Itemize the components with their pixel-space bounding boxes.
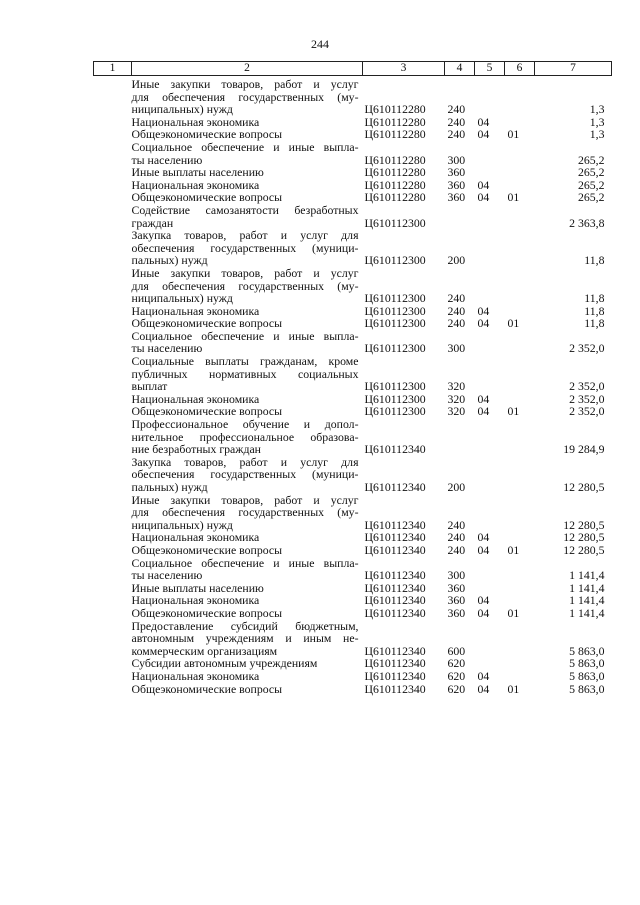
item-name-cell xyxy=(132,76,363,116)
table-row xyxy=(94,76,612,116)
item-name-line: выплат xyxy=(131,379,168,394)
row-number-cell xyxy=(94,657,132,670)
table-row xyxy=(94,355,612,393)
column-header-4: 4 xyxy=(445,62,475,76)
item-name-line: Иные закупки товаров, работ и услуг xyxy=(131,265,359,280)
column-header-6: 6 xyxy=(505,62,535,76)
subsection-cell xyxy=(505,670,535,683)
item-name-line: Национальная экономика xyxy=(131,303,260,318)
item-name-line: Субсидии автономным учреждениям xyxy=(131,656,318,671)
section-cell xyxy=(475,76,505,116)
expense-type-cell: 360 xyxy=(447,177,466,192)
table-row xyxy=(94,267,612,305)
section-cell xyxy=(475,620,505,658)
row-number-cell xyxy=(94,116,132,129)
table-row xyxy=(94,204,612,229)
subsection-cell: 01 xyxy=(507,542,520,557)
item-name-line: ты населению xyxy=(131,568,203,583)
item-name-line: Национальная экономика xyxy=(131,177,260,192)
column-header-1: 1 xyxy=(94,62,132,76)
row-number-cell xyxy=(94,305,132,318)
expense-type-cell xyxy=(445,418,475,456)
target-code-cell: Ц610112340 xyxy=(364,668,426,683)
expense-type-cell: 200 xyxy=(447,253,466,268)
target-code-cell: Ц610112280 xyxy=(364,165,426,180)
amount-cell: 12 280,5 xyxy=(563,517,605,532)
item-name-line: Социальное обеспечение и иные выпла- xyxy=(131,555,359,570)
item-name-line: ты населению xyxy=(131,152,203,167)
subsection-cell xyxy=(505,456,535,494)
target-code-cell: Ц610112300 xyxy=(364,316,426,331)
subsection-cell xyxy=(505,204,535,229)
expense-type-cell: 240 xyxy=(447,102,466,117)
target-code-cell: Ц610112340 xyxy=(364,517,426,532)
item-name-line: Общеэкономические вопросы xyxy=(131,316,283,331)
row-number-cell xyxy=(94,531,132,544)
section-cell: 04 xyxy=(477,127,490,142)
item-name-line: для обеспечения государственных (му- xyxy=(131,278,359,293)
expense-type-cell: 360 xyxy=(447,165,466,180)
expense-type-cell: 240 xyxy=(447,542,466,557)
item-name-line: Социальное обеспечение и иные выпла- xyxy=(131,139,359,154)
table-row xyxy=(94,317,612,330)
item-name-cell xyxy=(132,683,363,696)
item-name-line: для обеспечения государственных (му- xyxy=(131,89,359,104)
item-name-cell xyxy=(132,317,363,330)
row-number-cell xyxy=(94,582,132,595)
section-cell xyxy=(475,229,505,267)
subsection-cell xyxy=(505,582,535,595)
item-name-line: Национальная экономика xyxy=(131,593,260,608)
row-number-cell xyxy=(94,267,132,305)
item-name-cell xyxy=(132,557,363,582)
table-row xyxy=(94,494,612,532)
subsection-cell: 01 xyxy=(507,190,520,205)
item-name-line: Социальное обеспечение и иные выпла- xyxy=(131,328,359,343)
expense-type-cell: 240 xyxy=(447,530,466,545)
amount-cell: 265,2 xyxy=(577,190,605,205)
section-cell xyxy=(475,141,505,166)
subsection-cell xyxy=(505,620,535,658)
subsection-cell xyxy=(505,267,535,305)
item-name-line: Национальная экономика xyxy=(131,114,260,129)
item-name-cell xyxy=(132,355,363,393)
section-cell xyxy=(475,418,505,456)
item-name-line: Иные закупки товаров, работ и услуг xyxy=(131,77,359,91)
target-code-cell: Ц610112340 xyxy=(364,593,426,608)
item-name-line: Национальная экономика xyxy=(131,668,260,683)
expense-type-cell: 360 xyxy=(447,593,466,608)
item-name-cell xyxy=(132,620,363,658)
row-number-cell xyxy=(94,229,132,267)
subsection-cell xyxy=(505,418,535,456)
row-number-cell xyxy=(94,191,132,204)
target-code-cell: Ц610112340 xyxy=(364,656,426,671)
expense-type-cell: 240 xyxy=(447,114,466,129)
target-code-cell: Ц610112340 xyxy=(364,568,426,583)
table-body xyxy=(94,76,612,696)
section-cell: 04 xyxy=(477,177,490,192)
target-code-cell: Ц610112300 xyxy=(364,341,426,356)
item-name-line: для обеспечения государственных (му- xyxy=(131,505,359,520)
expense-type-cell: 240 xyxy=(447,291,466,306)
expense-type-cell: 620 xyxy=(447,681,466,696)
header-row xyxy=(94,62,612,76)
row-number-cell xyxy=(94,544,132,557)
table-row xyxy=(94,456,612,494)
section-cell: 04 xyxy=(477,303,490,318)
amount-cell: 11,8 xyxy=(584,303,605,318)
column-header-2: 2 xyxy=(132,62,363,76)
table-row xyxy=(94,330,612,355)
section-cell xyxy=(475,456,505,494)
target-code-cell: Ц610112280 xyxy=(364,114,426,129)
table-row xyxy=(94,141,612,166)
item-name-line: Закупка товаров, работ и услуг для xyxy=(131,454,359,469)
section-cell: 04 xyxy=(477,316,490,331)
item-name-line: ниципальных) нужд xyxy=(131,102,233,117)
section-cell xyxy=(475,204,505,229)
target-code-cell: Ц610112300 xyxy=(364,379,426,394)
subsection-cell xyxy=(505,557,535,582)
item-name-line: обеспечения государственных (муници- xyxy=(131,467,359,482)
target-code-cell: Ц610112340 xyxy=(364,480,426,494)
table-row xyxy=(94,544,612,557)
column-header-7: 7 xyxy=(535,62,612,76)
expense-type-cell: 300 xyxy=(447,341,466,356)
section-cell xyxy=(475,166,505,179)
target-code-cell: Ц610112340 xyxy=(364,643,426,658)
expense-type-cell: 240 xyxy=(447,316,466,331)
amount-cell: 1 141,4 xyxy=(569,605,605,620)
item-name-line: граждан xyxy=(131,215,174,230)
item-name-cell xyxy=(132,670,363,683)
section-cell xyxy=(475,267,505,305)
amount-cell: 12 280,5 xyxy=(563,542,605,557)
row-number-cell xyxy=(94,418,132,456)
subsection-cell xyxy=(505,657,535,670)
row-number-cell xyxy=(94,179,132,192)
amount-cell: 19 284,9 xyxy=(563,442,605,457)
amount-cell: 1 141,4 xyxy=(569,580,605,595)
subsection-cell xyxy=(505,330,535,355)
expense-type-cell: 320 xyxy=(447,404,466,419)
item-name-line: Национальная экономика xyxy=(131,391,260,406)
subsection-cell: 01 xyxy=(507,127,520,142)
amount-cell: 11,8 xyxy=(584,316,605,331)
item-name-line: ниципальных) нужд xyxy=(131,291,233,306)
target-code-cell: Ц610112280 xyxy=(364,152,426,167)
amount-cell: 12 280,5 xyxy=(563,480,605,494)
row-number-cell xyxy=(94,594,132,607)
expense-type-cell: 320 xyxy=(447,391,466,406)
item-name-line: Содействие самозанятости безработных xyxy=(131,202,359,217)
section-cell: 04 xyxy=(477,190,490,205)
subsection-cell xyxy=(505,76,535,116)
row-number-cell xyxy=(94,620,132,658)
item-name-line: Предоставление субсидий бюджетным, xyxy=(131,618,359,633)
item-name-cell xyxy=(132,141,363,166)
row-number-cell xyxy=(94,141,132,166)
amount-cell: 265,2 xyxy=(577,165,605,180)
column-header-3: 3 xyxy=(363,62,445,76)
amount-cell: 2 363,8 xyxy=(569,215,605,230)
table-row xyxy=(94,166,612,179)
subsection-cell xyxy=(505,166,535,179)
section-cell xyxy=(475,355,505,393)
item-name-line: Общеэкономические вопросы xyxy=(131,127,283,142)
row-number-cell xyxy=(94,317,132,330)
item-name-line: Общеэкономические вопросы xyxy=(131,542,283,557)
item-name-line: Иные выплаты населению xyxy=(131,165,264,180)
target-code-cell: Ц610112300 xyxy=(364,291,426,306)
item-name-line: ты населению xyxy=(131,341,203,356)
amount-cell: 11,8 xyxy=(584,291,605,306)
amount-cell: 265,2 xyxy=(577,177,605,192)
expense-type-cell: 300 xyxy=(447,152,466,167)
item-name-line: пальных) нужд xyxy=(131,480,208,494)
amount-cell: 2 352,0 xyxy=(569,391,605,406)
expense-type-cell: 360 xyxy=(447,190,466,205)
item-name-line: Общеэкономические вопросы xyxy=(131,190,283,205)
target-code-cell: Ц610112300 xyxy=(364,215,426,230)
row-number-cell xyxy=(94,393,132,406)
amount-cell: 5 863,0 xyxy=(569,643,605,658)
item-name-cell xyxy=(132,267,363,305)
row-number-cell xyxy=(94,670,132,683)
row-number-cell xyxy=(94,456,132,494)
target-code-cell: Ц610112300 xyxy=(364,391,426,406)
target-code-cell: Ц610112280 xyxy=(364,127,426,142)
item-name-cell xyxy=(132,607,363,620)
table-row xyxy=(94,418,612,456)
amount-cell: 1 141,4 xyxy=(569,568,605,583)
amount-cell: 5 863,0 xyxy=(569,681,605,696)
amount-cell: 5 863,0 xyxy=(569,656,605,671)
target-code-cell: Ц610112340 xyxy=(364,542,426,557)
table-header xyxy=(94,62,612,76)
expense-type-cell: 240 xyxy=(447,303,466,318)
target-code-cell: Ц610112340 xyxy=(364,580,426,595)
section-cell: 04 xyxy=(477,542,490,557)
row-number-cell xyxy=(94,683,132,696)
table-row xyxy=(94,620,612,658)
target-code-cell: Ц610112340 xyxy=(364,681,426,696)
item-name-line: автономным учреждениям и иным не- xyxy=(131,631,359,646)
item-name-line: Социальные выплаты гражданам, кроме xyxy=(131,354,359,369)
item-name-line: Профессиональное обучение и допол- xyxy=(131,417,359,432)
table-row xyxy=(94,683,612,696)
item-name-line: Общеэкономические вопросы xyxy=(131,681,283,696)
amount-cell: 2 352,0 xyxy=(569,341,605,356)
expense-type-cell: 620 xyxy=(447,668,466,683)
row-number-cell xyxy=(94,355,132,393)
subsection-cell: 01 xyxy=(507,404,520,419)
expense-type-cell: 300 xyxy=(447,568,466,583)
row-number-cell xyxy=(94,557,132,582)
subsection-cell xyxy=(505,355,535,393)
item-name-cell xyxy=(132,166,363,179)
amount-cell: 11,8 xyxy=(584,253,605,268)
subsection-cell: 01 xyxy=(507,316,520,331)
item-name-line: ниципальных) нужд xyxy=(131,517,233,532)
target-code-cell: Ц610112280 xyxy=(364,102,426,117)
amount-cell: 5 863,0 xyxy=(569,668,605,683)
target-code-cell: Ц610112340 xyxy=(364,442,426,457)
item-name-line: коммерческим организациям xyxy=(131,643,278,658)
section-cell: 04 xyxy=(477,530,490,545)
amount-cell: 1,3 xyxy=(589,102,605,117)
column-header-5: 5 xyxy=(475,62,505,76)
item-name-line: Общеэкономические вопросы xyxy=(131,404,283,419)
item-name-line: обеспечения государственных (муници- xyxy=(131,240,359,255)
budget-table xyxy=(93,61,612,695)
subsection-cell xyxy=(505,494,535,532)
section-cell: 04 xyxy=(477,391,490,406)
item-name-line: Национальная экономика xyxy=(131,530,260,545)
subsection-cell xyxy=(505,141,535,166)
subsection-cell xyxy=(505,229,535,267)
row-number-cell xyxy=(94,494,132,532)
item-name-cell xyxy=(132,544,363,557)
section-cell: 04 xyxy=(477,593,490,608)
section-cell xyxy=(475,330,505,355)
item-name-line: Иные выплаты населению xyxy=(131,580,264,595)
item-name-cell xyxy=(132,330,363,355)
item-name-cell xyxy=(132,418,363,456)
row-number-cell xyxy=(94,607,132,620)
expense-type-cell: 240 xyxy=(447,517,466,532)
row-number-cell xyxy=(94,166,132,179)
target-code-cell: Ц610112340 xyxy=(364,530,426,545)
target-code-cell: Ц610112300 xyxy=(364,303,426,318)
section-cell: 04 xyxy=(477,681,490,696)
item-name-line: Иные закупки товаров, работ и услуг xyxy=(131,492,359,507)
row-number-cell xyxy=(94,76,132,116)
target-code-cell: Ц610112280 xyxy=(364,177,426,192)
item-name-line: Закупка товаров, работ и услуг для xyxy=(131,228,359,243)
expense-type-cell: 360 xyxy=(447,580,466,595)
item-name-line: нительное профессиональное образова- xyxy=(131,429,359,444)
section-cell: 04 xyxy=(477,114,490,129)
target-code-cell: Ц610112340 xyxy=(364,605,426,620)
subsection-cell: 01 xyxy=(507,605,520,620)
table-row xyxy=(94,557,612,582)
table-row xyxy=(94,229,612,267)
section-cell: 04 xyxy=(477,605,490,620)
amount-cell: 2 352,0 xyxy=(569,404,605,419)
row-number-cell xyxy=(94,405,132,418)
expense-type-cell xyxy=(445,204,475,229)
expense-type-cell: 200 xyxy=(447,480,466,494)
expense-type-cell: 620 xyxy=(447,656,466,671)
amount-cell: 2 352,0 xyxy=(569,379,605,394)
expense-type-cell: 240 xyxy=(447,127,466,142)
row-number-cell xyxy=(94,330,132,355)
table-row xyxy=(94,670,612,683)
expense-type-cell: 600 xyxy=(447,643,466,658)
item-name-cell xyxy=(132,456,363,494)
item-name-cell xyxy=(132,229,363,267)
section-cell: 04 xyxy=(477,404,490,419)
item-name-line: публичных нормативных социальных xyxy=(131,366,359,381)
section-cell xyxy=(475,494,505,532)
amount-cell: 12 280,5 xyxy=(563,530,605,545)
target-code-cell: Ц610112300 xyxy=(364,404,426,419)
amount-cell: 1,3 xyxy=(589,114,605,129)
item-name-cell xyxy=(132,494,363,532)
table-row xyxy=(94,607,612,620)
target-code-cell: Ц610112280 xyxy=(364,190,426,205)
expense-type-cell: 360 xyxy=(447,605,466,620)
amount-cell: 265,2 xyxy=(577,152,605,167)
page-number: 244 xyxy=(311,37,329,51)
section-cell: 04 xyxy=(477,668,490,683)
amount-cell: 1 141,4 xyxy=(569,593,605,608)
section-cell xyxy=(475,557,505,582)
item-name-line: Общеэкономические вопросы xyxy=(131,605,283,620)
item-name-line: ние безработных граждан xyxy=(131,442,261,457)
target-code-cell: Ц610112300 xyxy=(364,253,426,268)
amount-cell: 1,3 xyxy=(589,127,605,142)
row-number-cell xyxy=(94,128,132,141)
item-name-cell xyxy=(132,204,363,229)
expense-type-cell: 320 xyxy=(447,379,466,394)
item-name-line: пальных) нужд xyxy=(131,253,208,268)
subsection-cell: 01 xyxy=(507,681,520,696)
row-number-cell xyxy=(94,204,132,229)
